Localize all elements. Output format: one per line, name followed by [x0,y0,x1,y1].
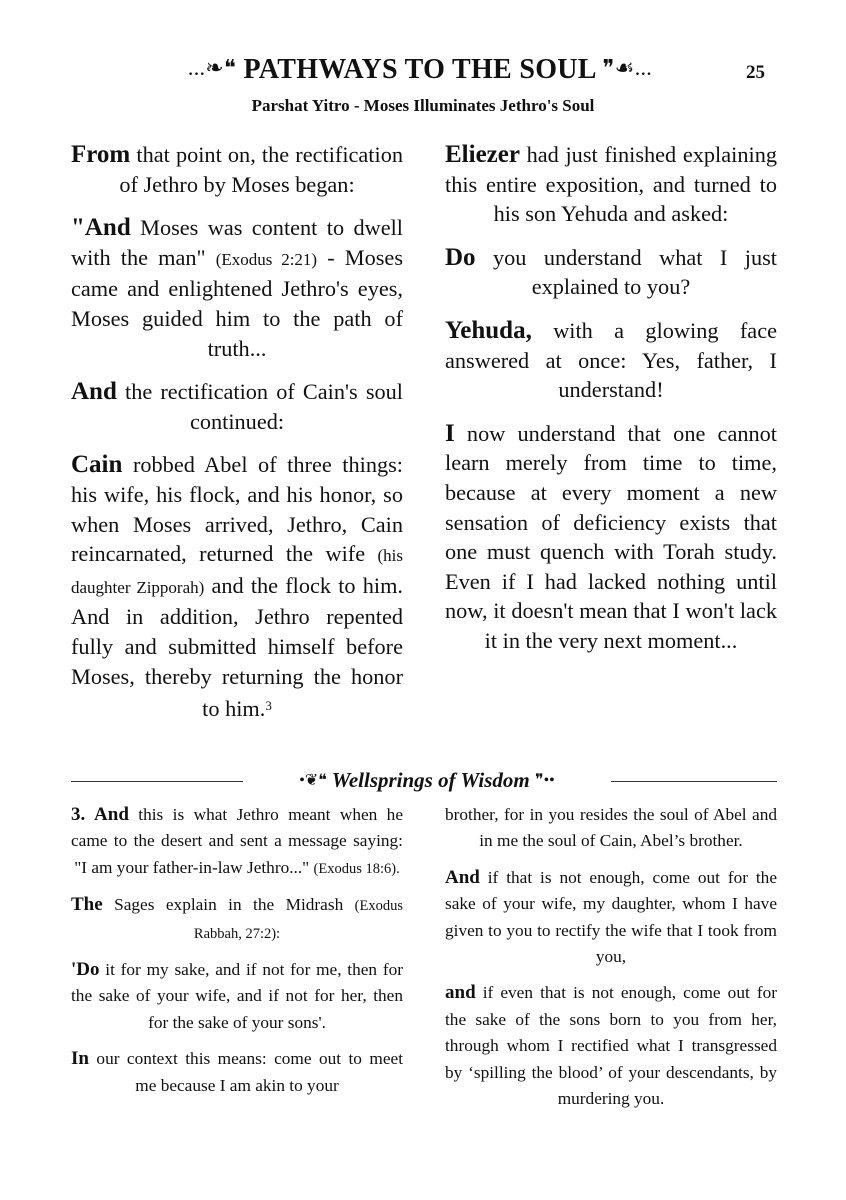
footnote-lead: and [445,982,476,1004]
running-title [120,54,720,86]
lead-word: Eliezer [445,141,520,168]
chapter-subtitle: Parshat Yitro - Moses Illuminates Jethro's Soul [251,96,595,115]
divider-label: Wellsprings of Wisdom [331,768,530,792]
book-title: PATHWAYS TO THE SOUL [243,54,596,85]
footnote-column-right [445,802,777,1122]
paragraph-text: - Moses came and enlightened Jethro's eyes, Moses guided him to the path of truth... [71,244,404,361]
footnote-paragraph [71,1046,403,1099]
paragraph-text: with a glowing face answered at once: Yes, father, I understand! [445,317,777,403]
footnote-text: this is what Jethro meant when he came to the desert and sent a message saying: "I am your father-in-law Jethro..." [71,805,403,877]
footnote-lead: The [71,894,103,916]
paragraph [71,140,403,199]
paragraph-text: Moses was content to dwell with the man" [71,215,403,270]
footnote-paragraph [445,865,777,971]
footnote-marker[interactable]: 3 [265,698,272,714]
footnote-text: Sages explain in the Midrash [102,895,355,915]
lead-word: Do [445,243,476,271]
footnote-paragraph [445,980,777,1112]
paragraph-text: had just finished explaining this entire exposition, and turned to his son Yehuda and asked: [445,142,777,227]
paragraph-text: and the flock to him. And in addition, Jethro repented fully and submitted himself before Moses, thereby returning the honor to him. [71,572,403,722]
footnote-lead: 'Do [71,959,100,981]
footnote-text: our context this means: come out to meet me because I am akin to your [88,1049,403,1095]
paragraph [445,140,777,229]
footnote-column-left [71,802,403,1109]
ornament-left-icon: ...❧❝ [187,55,237,80]
scripture-reference: (Exodus 18:6). [313,860,400,877]
footnote-paragraph [71,892,403,947]
paragraph [445,419,777,656]
footnote-text: brother, for in you resides the soul of Abel and in me the soul of Cain, Abel’s brother. [445,805,777,851]
footnote-lead: In [71,1048,89,1070]
footnote-lead: And [445,866,480,888]
ornament-right-icon: ❞☙... [602,55,653,80]
scripture-reference: (his daughter Zipporah) [71,546,403,597]
scripture-reference: (Exodus Rabbah, 27:2): [193,898,403,942]
lead-word: Yehuda, [445,316,532,344]
paragraph [71,450,403,723]
paragraph-text: robbed Abel of three things: his wife, his flock, and his honor, so when Moses arrived, Jethro, Cain reincarnated, returned the wife [71,452,403,567]
divider-ornament-right-icon: ❞•• [534,772,555,789]
lead-word: I [445,419,455,447]
footnote-lead: 3. And [71,804,129,825]
divider-ornament-left-icon: •❦❝ [299,772,327,789]
scripture-reference: (Exodus 2:21) [215,249,318,269]
paragraph-text: the rectification of Cain's soul continued: [116,379,403,434]
paragraph [71,377,403,436]
footnote-paragraph [445,802,777,855]
lead-word: And [71,378,117,406]
footnote-text: if that is not enough, come out for the sake of your wife, my daughter, whom I have given to you to rectify the wife that I took from you, [445,867,777,967]
divider-label-group [243,768,611,793]
footnote-divider [71,768,777,794]
divider-rule-left [71,781,243,782]
page-number: 25 [746,62,765,83]
lead-word: "And [71,214,131,242]
paragraph-text: now understand that one cannot learn merely from time to time, because at every moment a new sensation of deficiency exists that one must quench with Torah study. Even if I had lacked nothing until now, it doesn't mean that I won't lack it in the very next moment... [445,420,777,653]
footnote-text: if even that is not enough, come out for the sake of the sons born to you from her, through whom I rectified what I transgressed by ‘spilling the blood’ of your descendants, by murdering you. [445,983,777,1109]
footnote-paragraph [71,802,403,882]
paragraph [71,213,403,363]
lead-word: From [71,141,131,168]
paragraph [445,316,777,405]
main-column-right [445,140,777,670]
page-header [0,50,846,130]
divider-rule-right [611,781,777,782]
main-column-left [71,140,403,738]
footnote-paragraph [71,957,403,1036]
footnote-text: it for my sake, and if not for me, then for the sake of your wife, and if not for her, then for the sake of your sons'. [71,960,403,1032]
lead-word: Cain [71,451,123,479]
paragraph-text: you understand what I just explained to you? [475,244,777,300]
paragraph-text: that point on, the rectification of Jethro by Moses began: [119,142,403,197]
paragraph [445,243,777,302]
